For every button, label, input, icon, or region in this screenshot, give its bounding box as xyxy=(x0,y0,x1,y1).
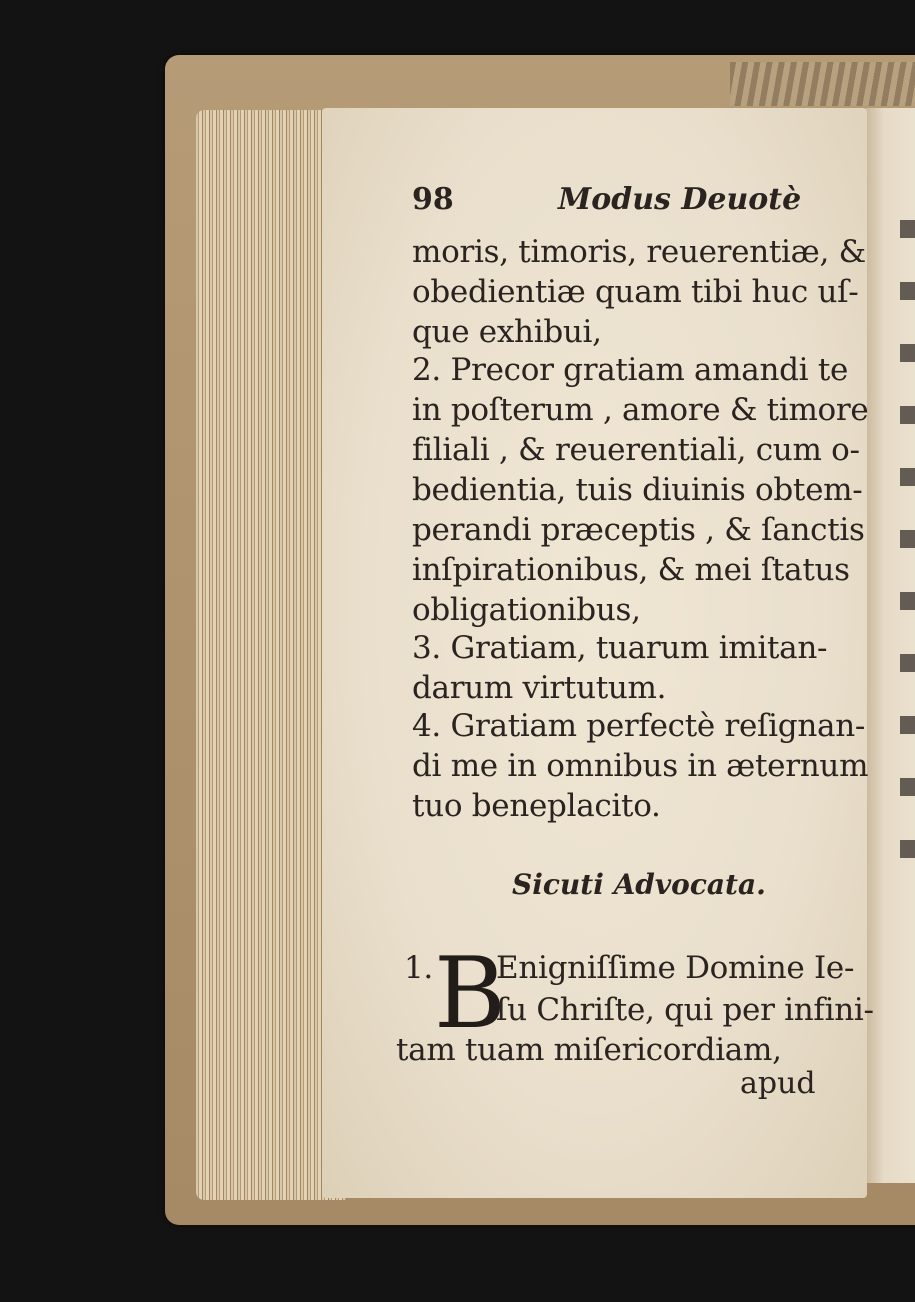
prayer-number: 1. xyxy=(404,950,433,986)
facing-page-text-glimpse xyxy=(900,220,915,880)
book-headband xyxy=(730,62,915,106)
body-line: 2. Precor gratiam amandi te xyxy=(412,352,849,388)
body-line: filiali , & reuerentiali, cum o- xyxy=(412,432,860,468)
prayer-line: ſu Chriſte, qui per infini- xyxy=(496,992,874,1028)
section-subheading: Sicuti Advocata. xyxy=(512,868,766,901)
body-line: darum virtutum. xyxy=(412,670,667,706)
body-line: moris, timoris, reuerentiæ, & xyxy=(412,234,866,270)
body-line: obedientiæ quam tibi huc uſ- xyxy=(412,274,859,310)
drop-cap-initial: B xyxy=(434,937,507,1051)
page-number: 98 xyxy=(412,182,454,217)
prayer-line: Enigniſſime Domine Ie- xyxy=(496,950,855,986)
body-line: perandi præceptis , & ſanctis xyxy=(412,512,865,548)
body-line: bedientia, tuis diuinis obtem- xyxy=(412,472,863,508)
running-title: Modus Deuotè xyxy=(558,182,802,217)
body-line: que exhibui, xyxy=(412,314,602,350)
catchword: apud xyxy=(740,1066,816,1101)
body-line: obligationibus, xyxy=(412,592,641,628)
prayer-line: tam tuam miſericordiam, xyxy=(396,1032,782,1068)
body-line: 3. Gratiam, tuarum imitan- xyxy=(412,630,828,666)
body-line: 4. Gratiam perfectè reſignan- xyxy=(412,708,866,744)
body-line: in poſterum , amore & timore xyxy=(412,392,869,428)
body-line: inſpirationibus, & mei ſtatus xyxy=(412,552,850,588)
body-line: di me in omnibus in æternum xyxy=(412,748,869,784)
body-line: tuo beneplacito. xyxy=(412,788,661,824)
